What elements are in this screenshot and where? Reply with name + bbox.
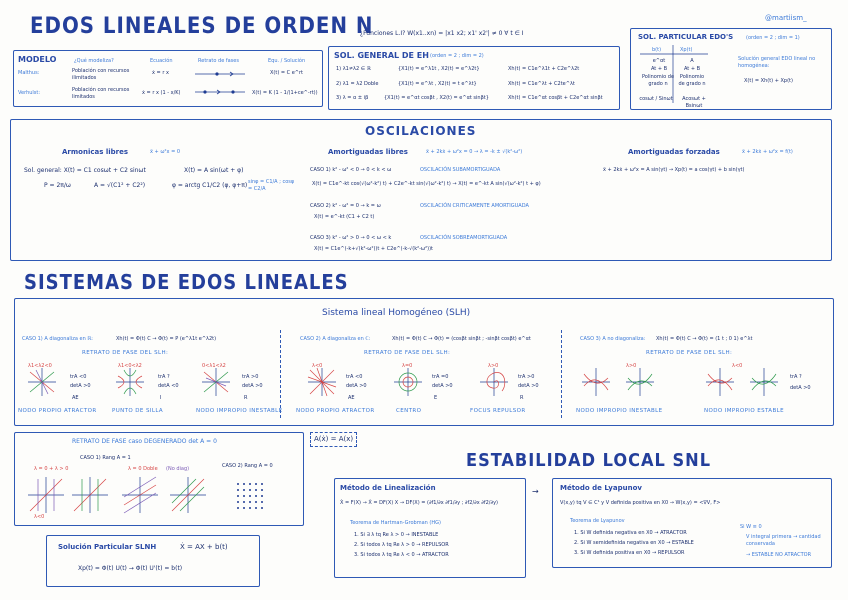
caso2-traza1: trA <0 (346, 374, 363, 380)
linealizacion-box (334, 478, 526, 578)
modelo-title: MODELO (18, 55, 57, 64)
matrix-note: A(ẋ) = A(x) (310, 432, 357, 447)
sol-general-k3: 3) λ = α ± iβ (336, 95, 369, 101)
libres-sol-alt: X(t) = A sin(ωt + φ) (184, 167, 244, 174)
sp-row4-a: cosωt / Sinωt (639, 96, 673, 102)
sol-particular-title: SOL. PARTICULAR EDO'S (638, 33, 734, 41)
caso1-traza1: trA <0 (70, 374, 87, 380)
sp-row2-a: At + B (650, 66, 668, 72)
particular-title: Solución Particular SLNH (58, 543, 157, 551)
caso3-eq: Xh(t) = Φ(t) C → Φ(t) = (1 t ; 0 1) e^λt (656, 336, 753, 342)
arrow-lin-lyap: → (532, 487, 539, 496)
caso1: CASO 1) k² - ω² < 0 → 0 < k < ω (310, 167, 392, 173)
caso1-tipo1: AE (72, 395, 79, 401)
degenerado-lc: λ<0 (34, 514, 45, 520)
slh-title: Sistema lineal Homogéneo (SLH) (322, 308, 471, 318)
libres-fase: φ = arctg C1/C2 (φ, φ+π) (172, 182, 248, 189)
modelo-h4: Equ. / Solución (268, 58, 306, 64)
sol-general-sol3: Xh(t) = C1e^αt cosβt + C2e^αt sinβt (508, 95, 603, 101)
caso2-l1: λ<0 (312, 363, 323, 369)
sol-particular-note: (orden = 2 ; dim = 1) (746, 35, 800, 41)
sol-particular-col-b: Xp(t) (680, 47, 693, 53)
degenerado-box (14, 432, 304, 526)
modelo-row1-desc: Población con recursos ilimitados (72, 68, 130, 81)
caso3-sol: X(t) = C1e^(-k+√(k²-ω²))t + C2e^(-k-√(k²-ω²))t (314, 246, 433, 252)
caso2-name3: FOCUS REPULSOR (470, 408, 526, 414)
libres-periodo: P = 2π/ω (44, 182, 71, 189)
degenerado-la: λ = 0 + λ > 0 (34, 466, 69, 472)
caso1-name2: PUNTO DE SILLA (112, 408, 164, 414)
caso3-name1: NODO IMPROPIO INESTABLE (576, 408, 663, 414)
lyap-item3: 3. Si W definida positiva en X0 → REPULSOR (574, 550, 685, 556)
sp-row1-b: A (690, 58, 694, 64)
degenerado-title: RETRATO DE FASE caso DEGENERADO det A = 0 (72, 438, 217, 445)
caso3-l1: λ>0 (626, 363, 637, 369)
sp-row3-a: Polinomio de grado n (641, 74, 675, 87)
caso2-l3: λ>0 (488, 363, 499, 369)
modelo-row2-eq: ẋ = r x (1 - x/K) (142, 90, 181, 96)
caso1-det1: detA >0 (70, 383, 91, 389)
lyap-theorem: Teorema de Lyapunov (570, 518, 625, 524)
caso2-det1: detA >0 (346, 383, 367, 389)
degenerado-caso2: CASO 2) Rang A = 0 (222, 463, 273, 469)
lin-item2: 2. Si todos λ tq Re λ > 0 → REPULSOR (354, 542, 449, 548)
modelo-row2-desc: Población con recursos limitados (72, 87, 130, 100)
funciones-li: ¿Funciones L.I? W(x1..xn) = |x1 x2; x1' x2'| ≠ 0 ∀ t ∈ I (360, 30, 524, 37)
caso3-det1: detA >0 (790, 385, 811, 391)
lyap-title: Método de Lyapunov (560, 484, 642, 492)
caso1-l2: λ1<0<λ2 (118, 363, 142, 369)
libres-sol-general: Sol. general: X(t) = C1 cosωt + C2 sinωt (24, 167, 146, 174)
sol-general-sol2: Xh(t) = C1e^λt + C2te^λt (508, 81, 575, 87)
caso2-traza2: trA =0 (432, 374, 449, 380)
caso1-tipo3: R (244, 395, 248, 401)
caso3-retrato: RETRATO DE FASE DEL SLH: (646, 350, 733, 356)
sp-row4-b: Acosωt + Bsinωt (682, 96, 706, 109)
amortiguadas-title: Amortiguadas libres (328, 148, 408, 156)
lyap-item1: 1. Si W definida negativa en X0 → ATRACTOR (574, 530, 687, 536)
caso1-sol: X(t) = C1e^-kt cos(√(ω²-k²) t) + C2e^-kt sin(√(ω²-k²) t) → X(t) = e^-kt A sin(√(ω²-k²) t + φ) (312, 181, 541, 187)
caso2-name2: CENTRO (396, 408, 422, 414)
sp-row1-a: e^αt (652, 58, 666, 64)
caso3-traza1: trA ? (790, 374, 802, 380)
lin-item1: 1. Si ∃ λ tq Re λ > 0 → INESTABLE (354, 532, 439, 538)
caso1-eq: Xh(t) = Φ(t) C → Φ(t) = P (e^λ1t e^λ2t) (116, 336, 217, 342)
particular-eq: Ẋ = AX + b(t) (180, 543, 228, 551)
sol-general-base1: {X1(t) = e^λ1t , X2(t) = e^λ2t} (398, 66, 480, 72)
modelo-h1: ¿Qué modeliza? (74, 58, 114, 64)
libres-amplitud: A = √(C1² + C2²) (94, 182, 146, 189)
caso1-tipo2: I (160, 395, 162, 401)
caso3: CASO 3) k² - ω² > 0 → 0 < ω < k (310, 235, 392, 241)
caso3-name2: NODO IMPROPIO ESTABLE (704, 408, 784, 414)
modelo-row2-name: Verhulst: (18, 90, 41, 96)
caso2: CASO 2) k² - ω² = 0 → k = ω (310, 203, 381, 209)
page-title: EDOS LINEALES DE ORDEN N (30, 14, 374, 39)
sol-general-title: SOL. GENERAL DE EH (334, 51, 429, 60)
libres-cond: sinφ = C1/A ; cosφ = C2/A (248, 179, 295, 192)
sp-row2-b: At + B (683, 66, 701, 72)
sol-general-base3: {X1(t) = e^αt cosβt , X2(t) = e^αt sinβt} (384, 95, 489, 101)
oscilaciones-title: OSCILACIONES (365, 124, 477, 138)
degenerado-lb2: (No diag) (166, 466, 190, 472)
modelo-row1-sol: X(t) = C e^rt (270, 70, 304, 76)
sol-general-base2: {X1(t) = e^λt , X2(t) = t e^λt} (398, 81, 477, 87)
modelo-h3: Retrato de fases (198, 58, 239, 64)
forzadas-title: Amortiguadas forzadas (628, 148, 720, 156)
estabilidad-title: ESTABILIDAD LOCAL SNL (466, 450, 712, 471)
caso1-det2: detA <0 (158, 383, 179, 389)
caso1-name1: NODO PROPIO ATRACTOR (18, 408, 97, 414)
caso2-traza3: trA >0 (518, 374, 535, 380)
forzadas-line: ẍ + 2kẋ + ω²x = A sin(γt) → Xp(t) = a cos(γt) + b sin(γt) (603, 167, 745, 173)
caso2-retrato: RETRATO DE FASE DEL SLH: (364, 350, 451, 356)
libres-eq: ẍ + ω²x = 0 (150, 149, 181, 155)
lin-title: Método de Linealización (340, 484, 436, 492)
caso2-title: CASO 2) A diagonaliza en ℂ: (300, 336, 371, 342)
caso1-retrato: RETRATO DE FASE DEL SLH: (82, 350, 169, 356)
caso3-title: CASO 3) A no diagonaliza: (580, 336, 646, 342)
caso2-eq: Xh(t) = Φ(t) C → Φ(t) = (cosβt sinβt ; -sinβt cosβt) e^αt (392, 336, 531, 342)
caso1-name3: NODO IMPROPIO INESTABLE (196, 408, 283, 414)
lin-theorem: Teorema de Hartman-Grobman (HG) (350, 520, 441, 526)
sp-general-text: Solución general EDO lineal no homogénea: (738, 56, 816, 69)
lyap-side3: → ESTABLE NO ATRACTOR (746, 552, 812, 558)
author-handle: @martiism_ (765, 14, 807, 22)
sp-general-eq: X(t) = Xh(t) + Xp(t) (744, 78, 793, 84)
caso1-traza3: trA >0 (242, 374, 259, 380)
lin-eq: Ẋ = F(X) → Ẋ = DF(X) X → DF(X) = (∂f1/∂x ∂f1/∂y ; ∂f2/∂x ∂f2/∂y) (340, 500, 498, 506)
lyap-side1: Si W ≡ 0 (740, 524, 762, 530)
sol-general-sol1: Xh(t) = C1e^λ1t + C2e^λ2t (508, 66, 580, 72)
modelo-row1-eq: ẋ = r x (152, 70, 169, 76)
caso1-l1: λ1<λ2<0 (28, 363, 52, 369)
caso2-det2: detA >0 (432, 383, 453, 389)
sol-general-k1: 1) λ1≠λ2 ∈ ℝ (336, 66, 371, 72)
particular-sol: Xp(t) = Φ(t) U(t) → Φ(t) U'(t) = b(t) (78, 565, 183, 572)
caso2-l2: λ=0 (402, 363, 413, 369)
modelo-row1-name: Malthus: (18, 70, 40, 76)
caso3-l2: λ<0 (732, 363, 743, 369)
lyap-def: V(x,y) tq V ∈ C¹ y V definida positiva en X0 → W(x,y) = <∇V, F> (560, 500, 721, 506)
caso1-traza2: trA ? (158, 374, 170, 380)
forzadas-eq: ẍ + 2kẋ + ω²x = f(t) (742, 149, 793, 155)
sol-general-k2: 2) λ1 = λ2 Doble (336, 81, 379, 87)
caso3-tag: OSCILACIÓN SOBREAMORTIGUADA (420, 235, 508, 241)
caso1-title: CASO 1) A diagonaliza en ℝ: (22, 336, 93, 342)
lyap-item2: 2. Si W semidefinida negativa en X0 → ESTABLE (574, 540, 694, 546)
caso2-name1: NODO PROPIO ATRACTOR (296, 408, 375, 414)
libres-title: Armonicas libres (62, 148, 129, 156)
degenerado-lb: λ = 0 Doble (128, 466, 158, 472)
lin-item3: 3. Si todos λ tq Re λ < 0 → ATRACTOR (354, 552, 449, 558)
caso1-det3: detA >0 (242, 383, 263, 389)
lyap-side2: V integral primera → cantidad conservada (746, 534, 821, 547)
degenerado-caso1: CASO 1) Rang A = 1 (80, 455, 131, 461)
caso2-tipo2: E (434, 395, 438, 401)
modelo-h2: Ecuación (150, 58, 173, 64)
modelo-row2-sol: X(t) = K (1 - 1/(1+ce^-rt)) (252, 90, 318, 96)
caso2-tipo3: R (520, 395, 524, 401)
caso1-l3: 0<λ1<λ2 (202, 363, 226, 369)
caso2-det3: detA >0 (518, 383, 539, 389)
sistemas-title: SISTEMAS DE EDOS LINEALES (24, 270, 349, 294)
sp-row3-b: Polinomio de grado n (678, 74, 706, 87)
caso1-tag: OSCILACIÓN SUBAMORTIGUADA (420, 167, 501, 173)
caso2-tag: OSCILACIÓN CRITICAMENTE AMORTIGUADA (420, 203, 529, 209)
amortiguadas-eq: ẍ + 2kẋ + ω²x = 0 → λ = -k ± √(k²-ω²) (426, 149, 523, 155)
sol-general-note: (orden = 2 ; dim = 2) (430, 53, 484, 59)
caso2-tipo1: AE (348, 395, 355, 401)
sol-particular-col-a: b(t) (652, 47, 662, 53)
caso2-sol: X(t) = e^-kt (C1 + C2 t) (314, 214, 375, 220)
